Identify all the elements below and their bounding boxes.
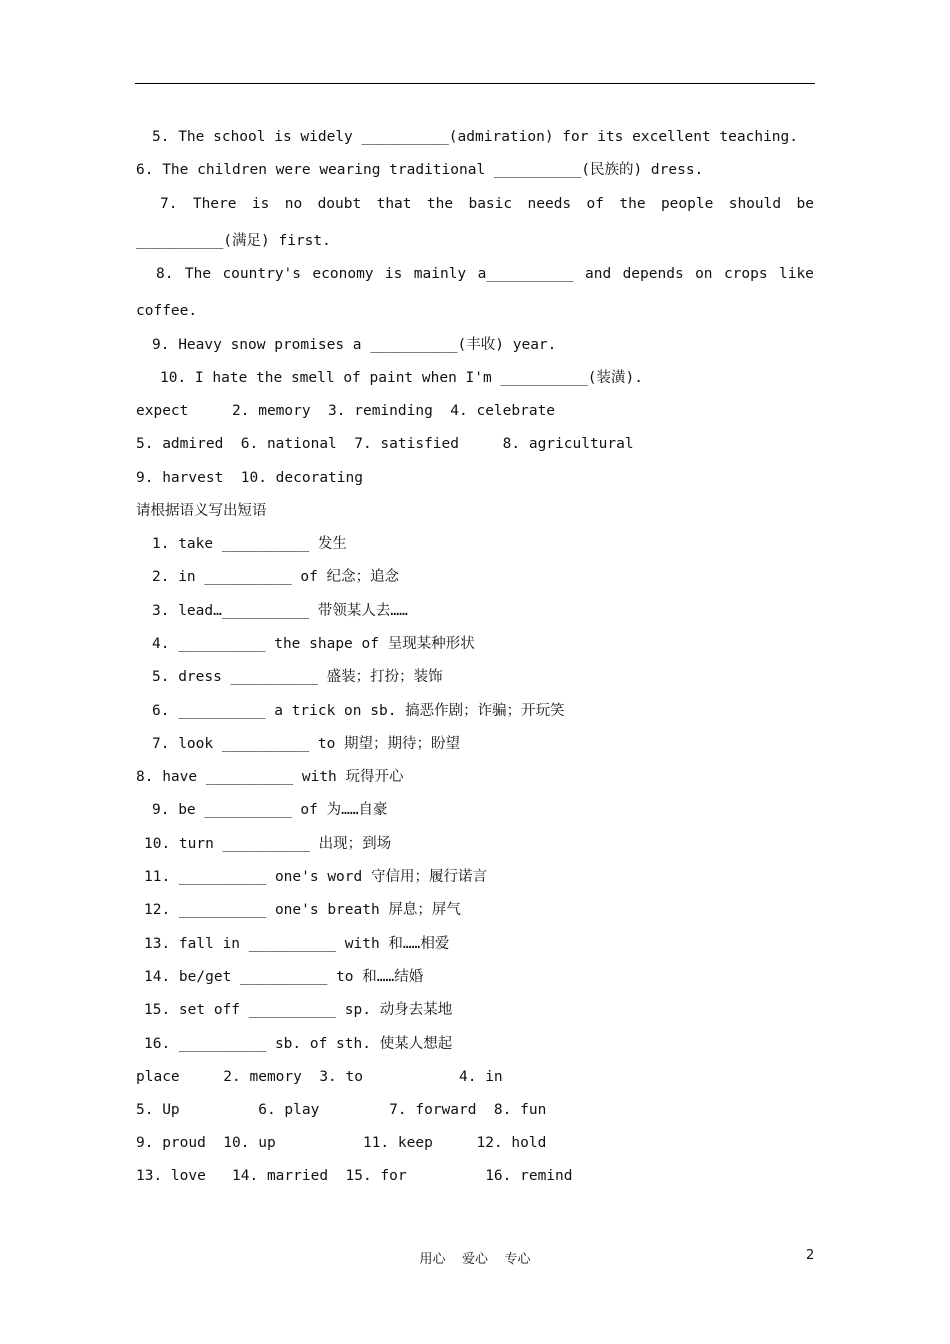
exercise-line: 5. The school is widely __________(admiration) for its excellent teaching. [152, 129, 799, 145]
word: economy [312, 266, 374, 282]
word: the [426, 196, 454, 212]
word: a__________ [477, 266, 574, 282]
page-number: 2 [806, 1248, 815, 1263]
phrase-item: 4. __________ the shape of 呈现某种形状 [152, 635, 475, 652]
answer-key-line: 13. love 14. married 15. for 16. remind [136, 1168, 573, 1184]
word: crops [723, 266, 768, 282]
exercise-line: 6. The children were wearing traditional __________(民族的) dress. [136, 162, 704, 178]
word: 7. [160, 196, 178, 212]
word: be [796, 196, 814, 212]
phrase-item: 12. __________ one's breath 屏息；屏气 [144, 902, 461, 919]
word: depends [622, 266, 684, 282]
exercise-line: 9. Heavy snow promises a __________(丰收) year. [152, 337, 557, 353]
phrase-item: 6. __________ a trick on sb. 搞恶作剧；诈骗；开玩笑 [152, 702, 565, 719]
word: people [660, 196, 714, 212]
answer-key-line: 5. Up 6. play 7. forward 8. fun [136, 1102, 547, 1118]
word: that [376, 196, 412, 212]
exercise-8-line [156, 264, 814, 284]
word: 8. [156, 266, 174, 282]
word: is [251, 196, 270, 212]
exercise-line: coffee. [136, 303, 198, 319]
section-heading: 请根据语义写出短语 [136, 503, 267, 519]
word: like [778, 266, 814, 282]
exercise-7-line [160, 194, 814, 214]
phrase-item: 16. __________ sb. of sth. 使某人想起 [144, 1035, 453, 1052]
word: doubt [317, 196, 362, 212]
word: mainly [413, 266, 467, 282]
phrase-item: 1. take __________ 发生 [152, 536, 347, 552]
word: is [384, 266, 403, 282]
phrase-item: 15. set off __________ sp. 动身去某地 [144, 1002, 453, 1019]
exercise-line: __________(满足) first. [136, 233, 331, 249]
word: and [584, 266, 612, 282]
word: There [192, 196, 237, 212]
exercise-line: 10. I hate the smell of paint when I'm __________(装潢). [160, 370, 643, 386]
phrase-item: 5. dress __________ 盛装；打扮；装饰 [152, 669, 443, 686]
word: basic [468, 196, 513, 212]
page-footer: 用心 爱心 专心 [419, 1252, 531, 1267]
word: country's [222, 266, 302, 282]
word: the [619, 196, 646, 212]
phrase-item: 11. __________ one's word 守信用；履行诺言 [144, 869, 487, 885]
word: of [586, 196, 604, 212]
answer-key-line: 9. harvest 10. decorating [136, 470, 363, 486]
phrase-item: 9. be __________ of 为……自豪 [152, 802, 388, 819]
phrase-item: 3. lead…__________ 带领某人去…… [152, 602, 408, 619]
phrase-item: 10. turn __________ 出现；到场 [144, 835, 392, 852]
word: The [184, 266, 212, 282]
phrase-item: 7. look __________ to 期望；期待；盼望 [152, 735, 461, 752]
word: on [695, 266, 713, 282]
header-rule [135, 83, 815, 84]
word: should [728, 196, 782, 212]
word: no [284, 196, 303, 212]
phrase-item: 8. have __________ with 玩得开心 [136, 769, 404, 786]
phrase-item: 14. be/get __________ to 和……结婚 [144, 968, 424, 985]
phrase-item: 2. in __________ of 纪念；追念 [152, 569, 400, 586]
answer-key-line: 9. proud 10. up 11. keep 12. hold [136, 1135, 547, 1151]
answer-key-line: place 2. memory 3. to 4. in [136, 1069, 503, 1085]
answer-key-line: 5. admired 6. national 7. satisfied 8. agricultural [136, 436, 634, 452]
word: needs [527, 196, 572, 212]
answer-key-line: expect 2. memory 3. reminding 4. celebrate [136, 403, 556, 419]
phrase-item: 13. fall in __________ with 和……相爱 [144, 935, 450, 952]
